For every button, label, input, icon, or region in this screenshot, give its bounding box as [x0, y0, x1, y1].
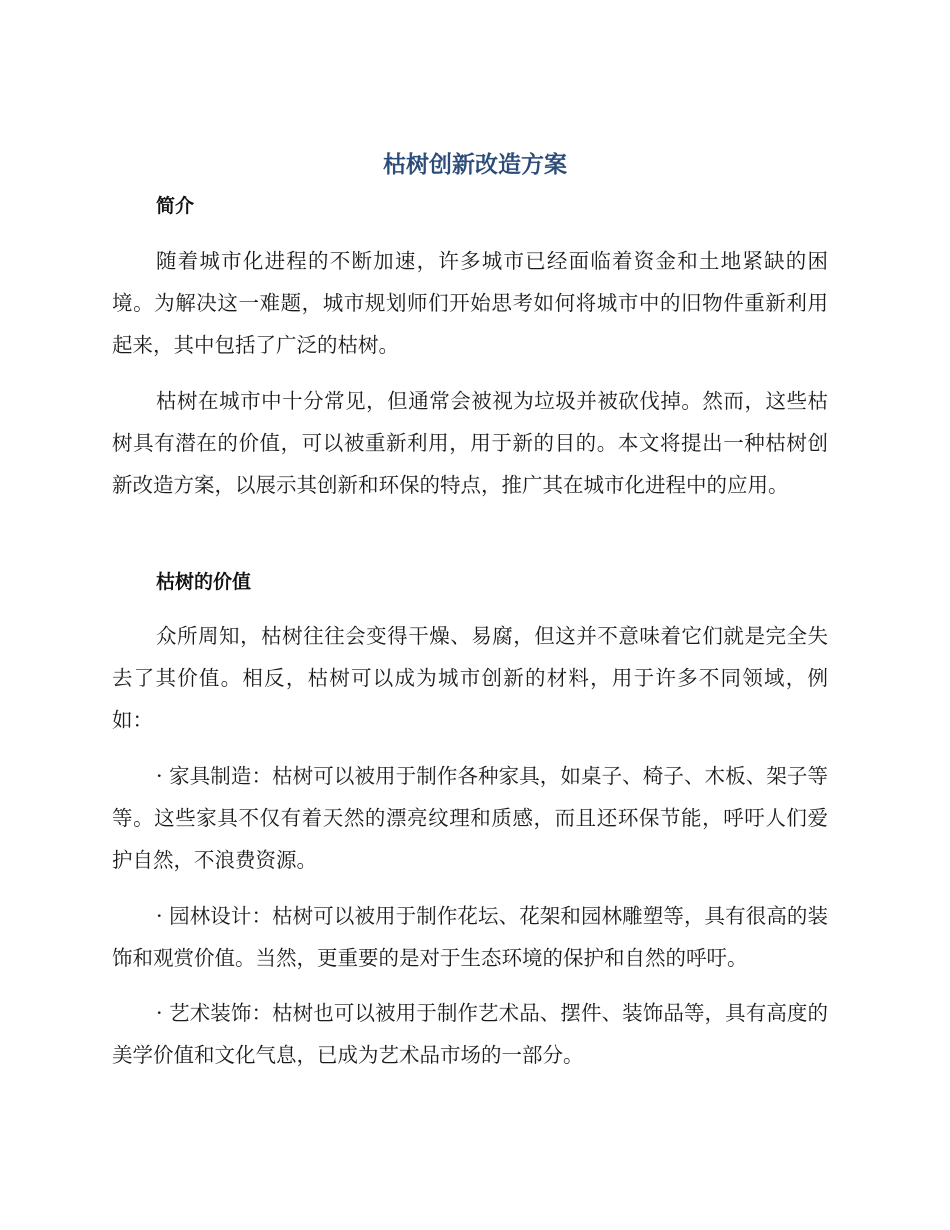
value-paragraph-1: 众所周知，枯树往往会变得干燥、易腐，但这并不意味着它们就是完全失去了其价值。相反，枯树可以成为城市创新的材料，用于许多不同领域，例如： — [112, 624, 828, 732]
bullet-item-furniture: · 家具制造：枯树可以被用于制作各种家具，如桌子、椅子、木板、架子等等。这些家具不仅有着天然的漂亮纹理和质感，而且还环保节能，呼吁人们爱护自然，不浪费资源。 — [112, 764, 828, 872]
intro-paragraph-1: 随着城市化进程的不断加速，许多城市已经面临着资金和土地紧缺的困境。为解决这一难题，城市规划师们开始思考如何将城市中的旧物件重新利用起来，其中包括了广泛的枯树。 — [112, 249, 828, 357]
section-heading-intro: 简介 — [156, 195, 195, 217]
section-heading-value: 枯树的价值 — [156, 571, 252, 593]
intro-paragraph-2: 枯树在城市中十分常见，但通常会被视为垃圾并被砍伐掉。然而，这些枯树具有潜在的价值，可以被重新利用，用于新的目的。本文将提出一种枯树创新改造方案，以展示其创新和环保的特点，推广其在城市化进程中的应用。 — [112, 389, 828, 497]
document-title: 枯树创新改造方案 — [383, 152, 567, 178]
bullet-item-landscape: · 园林设计：枯树可以被用于制作花坛、花架和园林雕塑等，具有很高的装饰和观赏价值。当然，更重要的是对于生态环境的保护和自然的呼吁。 — [112, 904, 828, 970]
bullet-item-art: · 艺术装饰：枯树也可以被用于制作艺术品、摆件、装饰品等，具有高度的美学价值和文化气息，已成为艺术品市场的一部分。 — [112, 1001, 828, 1067]
